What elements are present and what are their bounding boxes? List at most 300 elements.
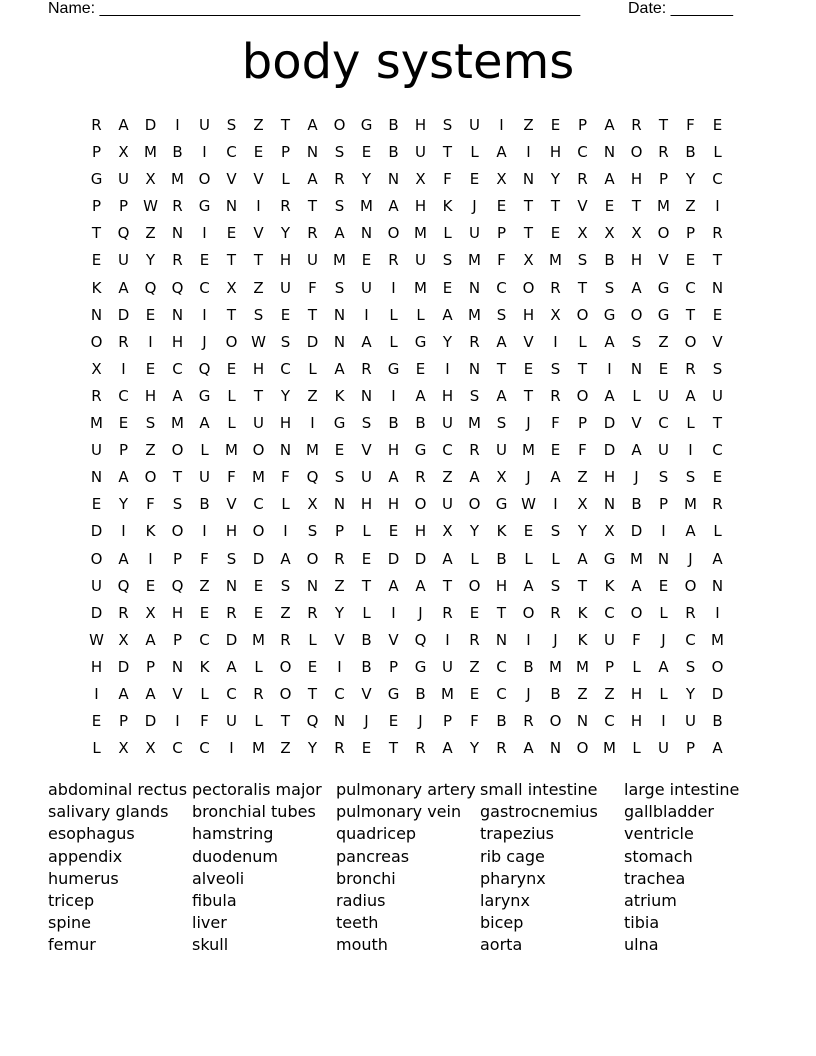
grid-letter: E: [712, 305, 723, 324]
grid-letter: M: [522, 441, 535, 460]
grid-letter: W: [251, 332, 266, 351]
grid-letter: F: [146, 495, 155, 514]
grid-letter: F: [686, 116, 695, 134]
grid-letter: H: [279, 414, 292, 433]
word-list-item: spine: [48, 913, 91, 933]
grid-letter: C: [496, 657, 507, 676]
page-title: body systems: [241, 34, 575, 90]
grid-letter: L: [659, 603, 668, 622]
grid-letter: V: [361, 441, 372, 460]
grid-letter: T: [712, 251, 723, 270]
word-list-item: abdominal rectus: [48, 780, 188, 799]
grid-letter: A: [604, 332, 615, 351]
grid-letter: O: [657, 224, 670, 243]
grid-letter: M: [306, 441, 319, 460]
grid-letter: I: [202, 522, 207, 541]
grid-letter: I: [148, 332, 153, 351]
grid-letter: N: [468, 359, 481, 378]
grid-letter: A: [469, 468, 480, 487]
grid-letter: T: [496, 603, 507, 622]
grid-letter: Z: [145, 441, 156, 460]
grid-letter: E: [415, 359, 426, 378]
grid-letter: G: [414, 441, 427, 460]
grid-letter: M: [90, 414, 103, 433]
grid-letter: K: [604, 576, 615, 595]
grid-letter: J: [364, 712, 369, 731]
grid-letter: E: [253, 603, 264, 622]
grid-letter: U: [361, 278, 372, 297]
grid-letter: E: [712, 116, 723, 134]
grid-letter: L: [551, 549, 560, 568]
word-list-item: skull: [192, 935, 229, 955]
grid-letter: Y: [280, 386, 291, 405]
grid-letter: I: [175, 116, 180, 134]
grid-letter: S: [226, 116, 237, 134]
grid-letter: U: [361, 468, 372, 487]
grid-letter: E: [226, 224, 237, 243]
word-list-item: femur: [48, 935, 96, 955]
grid-letter: P: [172, 549, 183, 568]
word-list-item: hamstring: [192, 824, 274, 844]
grid-letter: U: [118, 251, 129, 270]
grid-letter: Y: [442, 332, 453, 351]
grid-letter: E: [334, 441, 345, 460]
grid-letter: J: [526, 684, 531, 703]
grid-letter: X: [604, 224, 615, 243]
grid-letter: T: [388, 739, 399, 758]
grid-letter: O: [144, 468, 157, 487]
grid-letter: R: [91, 386, 102, 405]
grid-letter: R: [712, 224, 723, 243]
grid-letter: F: [497, 251, 506, 270]
grid-letter: M: [468, 305, 481, 324]
grid-letter: E: [361, 251, 372, 270]
grid-letter: I: [202, 224, 207, 243]
grid-letter: V: [658, 251, 669, 270]
grid-letter: Z: [199, 576, 210, 595]
grid-letter: M: [630, 549, 643, 568]
grid-letter: U: [118, 170, 129, 189]
grid-letter: G: [198, 386, 211, 405]
grid-letter: O: [333, 116, 346, 134]
word-list-item: salivary glands: [48, 802, 169, 822]
grid-letter: S: [685, 657, 696, 676]
grid-letter: Y: [334, 603, 345, 622]
grid-letter: I: [526, 143, 531, 162]
grid-letter: Z: [685, 197, 696, 216]
grid-letter: M: [441, 684, 454, 703]
grid-letter: M: [711, 630, 724, 649]
grid-letter: T: [253, 251, 264, 270]
grid-letter: E: [550, 224, 561, 243]
word-list-item: trapezius: [480, 824, 554, 844]
grid-letter: I: [121, 522, 126, 541]
grid-letter: C: [334, 684, 345, 703]
grid-letter: N: [360, 386, 373, 405]
grid-letter: E: [91, 712, 102, 731]
word-list-item: ulna: [624, 935, 659, 955]
grid-letter: V: [226, 495, 237, 514]
grid-letter: A: [442, 739, 453, 758]
grid-letter: I: [283, 522, 288, 541]
grid-letter: B: [415, 414, 426, 433]
grid-letter: R: [334, 170, 345, 189]
grid-letter: O: [252, 522, 265, 541]
grid-letter: S: [334, 278, 345, 297]
grid-letter: Q: [171, 576, 184, 595]
grid-letter: C: [577, 143, 588, 162]
grid-letter: I: [688, 441, 693, 460]
grid-letter: L: [470, 549, 479, 568]
grid-letter: P: [658, 495, 669, 514]
grid-letter: J: [553, 630, 558, 649]
grid-letter: L: [632, 739, 641, 758]
grid-letter: S: [334, 143, 345, 162]
grid-letter: A: [172, 386, 183, 405]
grid-letter: S: [658, 468, 669, 487]
grid-letter: Y: [685, 170, 696, 189]
grid-letter: R: [280, 630, 291, 649]
grid-letter: E: [145, 576, 156, 595]
grid-letter: U: [199, 116, 210, 134]
grid-letter: C: [172, 359, 183, 378]
grid-letter: U: [415, 251, 426, 270]
grid-letter: F: [632, 630, 641, 649]
grid-letter: N: [360, 224, 373, 243]
grid-letter: S: [361, 414, 372, 433]
grid-letter: K: [145, 522, 156, 541]
grid-letter: V: [172, 684, 183, 703]
grid-letter: S: [172, 495, 183, 514]
grid-letter: P: [604, 657, 615, 676]
word-list-item: quadricep: [336, 824, 417, 844]
grid-letter: F: [200, 549, 209, 568]
grid-letter: E: [523, 359, 534, 378]
grid-letter: E: [604, 197, 615, 216]
grid-letter: T: [442, 576, 453, 595]
grid-letter: D: [117, 657, 130, 676]
grid-letter: I: [553, 332, 558, 351]
grid-letter: B: [361, 630, 372, 649]
grid-letter: L: [524, 549, 533, 568]
grid-letter: R: [91, 116, 102, 134]
grid-letter: X: [442, 522, 453, 541]
grid-letter: H: [144, 386, 157, 405]
grid-letter: M: [603, 739, 616, 758]
grid-letter: A: [604, 170, 615, 189]
grid-letter: L: [713, 143, 722, 162]
grid-letter: U: [226, 712, 237, 731]
grid-letter: B: [415, 684, 426, 703]
grid-letter: A: [388, 197, 399, 216]
grid-letter: D: [144, 116, 157, 134]
grid-letter: E: [388, 522, 399, 541]
grid-letter: Z: [442, 468, 453, 487]
grid-letter: V: [334, 630, 345, 649]
grid-letter: D: [603, 414, 616, 433]
grid-letter: E: [388, 712, 399, 731]
grid-letter: R: [361, 359, 372, 378]
grid-letter: T: [523, 386, 534, 405]
grid-letter: A: [604, 386, 615, 405]
word-list-item: rib cage: [480, 846, 545, 866]
grid-letter: R: [469, 441, 480, 460]
grid-letter: B: [199, 495, 210, 514]
grid-letter: L: [389, 332, 398, 351]
grid-letter: A: [118, 549, 129, 568]
grid-letter: C: [712, 441, 723, 460]
grid-letter: N: [306, 576, 319, 595]
grid-letter: F: [551, 414, 560, 433]
grid-letter: O: [630, 305, 643, 324]
word-list-item: teeth: [336, 913, 379, 933]
grid-letter: B: [550, 684, 561, 703]
word-list-item: aorta: [480, 935, 523, 955]
grid-letter: G: [90, 170, 103, 189]
grid-letter: G: [414, 657, 427, 676]
grid-letter: H: [495, 576, 508, 595]
grid-letter: G: [603, 305, 616, 324]
grid-letter: U: [469, 224, 480, 243]
grid-letter: R: [172, 197, 183, 216]
grid-letter: G: [657, 278, 670, 297]
grid-letter: U: [469, 116, 480, 134]
grid-letter: P: [388, 657, 399, 676]
grid-letter: N: [603, 495, 616, 514]
grid-letter: B: [388, 116, 399, 134]
grid-letter: E: [361, 739, 372, 758]
grid-letter: M: [549, 657, 562, 676]
grid-letter: H: [630, 684, 643, 703]
word-list-item: mouth: [336, 935, 388, 955]
grid-letter: H: [630, 251, 643, 270]
grid-letter: T: [307, 305, 318, 324]
grid-letter: M: [144, 143, 157, 162]
grid-letter: M: [549, 251, 562, 270]
grid-letter: C: [226, 684, 237, 703]
grid-letter: U: [91, 576, 102, 595]
grid-letter: T: [226, 305, 237, 324]
grid-letter: A: [496, 143, 507, 162]
word-list-item: pancreas: [336, 846, 410, 866]
grid-letter: Z: [469, 657, 480, 676]
grid-letter: F: [227, 468, 236, 487]
grid-letter: E: [253, 143, 264, 162]
grid-letter: N: [333, 332, 346, 351]
grid-letter: L: [92, 739, 101, 758]
grid-letter: R: [388, 251, 399, 270]
grid-letter: P: [145, 657, 156, 676]
grid-letter: B: [631, 495, 642, 514]
grid-letter: M: [468, 251, 481, 270]
grid-letter: G: [657, 305, 670, 324]
grid-letter: U: [604, 630, 615, 649]
grid-letter: A: [631, 278, 642, 297]
grid-letter: I: [715, 603, 720, 622]
grid-letter: T: [307, 684, 318, 703]
grid-letter: D: [387, 549, 400, 568]
grid-letter: F: [308, 278, 317, 297]
grid-letter: R: [118, 332, 129, 351]
grid-letter: N: [549, 739, 562, 758]
grid-letter: S: [631, 332, 642, 351]
grid-letter: A: [550, 468, 561, 487]
grid-letter: N: [468, 278, 481, 297]
grid-letter: A: [118, 278, 129, 297]
word-list-item: alveoli: [192, 868, 245, 888]
grid-letter: H: [630, 712, 643, 731]
grid-letter: V: [226, 170, 237, 189]
grid-letter: G: [360, 116, 373, 134]
grid-letter: P: [442, 712, 453, 731]
grid-letter: M: [252, 630, 265, 649]
grid-letter: S: [442, 251, 453, 270]
grid-letter: M: [414, 278, 427, 297]
grid-letter: W: [143, 197, 158, 216]
grid-letter: X: [577, 224, 588, 243]
grid-letter: L: [578, 332, 587, 351]
grid-letter: Q: [306, 468, 319, 487]
grid-letter: L: [632, 386, 641, 405]
grid-letter: G: [603, 549, 616, 568]
grid-letter: O: [90, 549, 103, 568]
grid-letter: O: [684, 332, 697, 351]
grid-letter: M: [171, 170, 184, 189]
grid-letter: L: [227, 386, 236, 405]
grid-letter: I: [121, 359, 126, 378]
grid-letter: U: [253, 414, 264, 433]
grid-letter: R: [496, 739, 507, 758]
grid-letter: C: [199, 630, 210, 649]
grid-letter: T: [172, 468, 183, 487]
grid-letter: L: [686, 414, 695, 433]
grid-letter: F: [470, 712, 479, 731]
grid-letter: V: [577, 197, 588, 216]
grid-letter: H: [225, 522, 238, 541]
header: [48, 0, 748, 20]
grid-letter: V: [712, 332, 723, 351]
grid-letter: I: [391, 603, 396, 622]
grid-letter: B: [496, 549, 507, 568]
grid-letter: A: [685, 522, 696, 541]
grid-letter: P: [118, 441, 129, 460]
grid-letter: N: [306, 143, 319, 162]
grid-letter: K: [496, 522, 507, 541]
grid-letter: T: [712, 414, 723, 433]
grid-letter: M: [657, 197, 670, 216]
grid-letter: H: [279, 251, 292, 270]
grid-letter: U: [496, 441, 507, 460]
grid-letter: I: [148, 549, 153, 568]
word-list-item: atrium: [624, 890, 677, 910]
grid-letter: F: [443, 170, 452, 189]
grid-letter: D: [603, 441, 616, 460]
grid-letter: G: [387, 359, 400, 378]
grid-letter: Y: [145, 251, 156, 270]
grid-letter: N: [603, 143, 616, 162]
grid-letter: A: [280, 549, 291, 568]
grid-letter: K: [334, 386, 345, 405]
grid-letter: O: [468, 495, 481, 514]
grid-letter: J: [472, 197, 477, 216]
grid-letter: N: [171, 224, 184, 243]
grid-letter: I: [553, 495, 558, 514]
grid-letter: E: [550, 116, 561, 134]
grid-letter: N: [711, 278, 724, 297]
grid-letter: U: [307, 251, 318, 270]
grid-letter: O: [711, 657, 724, 676]
grid-letter: H: [414, 197, 427, 216]
grid-letter: U: [658, 386, 669, 405]
grid-letter: E: [118, 414, 129, 433]
grid-letter: O: [549, 712, 562, 731]
grid-letter: E: [253, 576, 264, 595]
grid-letter: J: [661, 630, 666, 649]
grid-letter: X: [118, 630, 129, 649]
grid-letter: I: [364, 305, 369, 324]
grid-letter: E: [199, 251, 210, 270]
grid-letter: E: [91, 251, 102, 270]
word-list-item: duodenum: [192, 846, 278, 866]
grid-letter: Q: [171, 278, 184, 297]
grid-letter: X: [118, 143, 129, 162]
grid-letter: T: [226, 251, 237, 270]
grid-letter: R: [469, 332, 480, 351]
grid-letter: E: [307, 657, 318, 676]
grid-letter: L: [416, 305, 425, 324]
grid-letter: I: [229, 739, 234, 758]
grid-letter: U: [415, 143, 426, 162]
grid-letter: A: [496, 386, 507, 405]
grid-letter: C: [604, 712, 615, 731]
word-list-item: pectoralis major: [192, 780, 322, 799]
grid-letter: R: [577, 170, 588, 189]
grid-letter: G: [333, 414, 346, 433]
grid-letter: M: [252, 739, 265, 758]
grid-letter: I: [94, 684, 99, 703]
grid-letter: Z: [145, 224, 156, 243]
grid-letter: A: [361, 332, 372, 351]
grid-letter: L: [362, 603, 371, 622]
grid-letter: W: [89, 630, 104, 649]
grid-letter: C: [712, 170, 723, 189]
grid-letter: R: [334, 739, 345, 758]
grid-letter: K: [442, 197, 453, 216]
grid-letter: I: [391, 278, 396, 297]
grid-letter: S: [442, 116, 453, 134]
grid-letter: D: [225, 630, 238, 649]
grid-letter: R: [415, 468, 426, 487]
grid-letter: H: [387, 495, 400, 514]
grid-letter: D: [144, 712, 157, 731]
grid-letter: O: [630, 603, 643, 622]
grid-letter: S: [253, 305, 264, 324]
grid-letter: T: [550, 197, 561, 216]
grid-letter: M: [468, 414, 481, 433]
grid-letter: A: [658, 657, 669, 676]
grid-letter: L: [254, 712, 263, 731]
grid-letter: T: [523, 224, 534, 243]
grid-letter: X: [604, 522, 615, 541]
grid-letter: M: [576, 657, 589, 676]
grid-letter: H: [90, 657, 103, 676]
grid-letter: U: [685, 712, 696, 731]
grid-letter: H: [414, 522, 427, 541]
grid-letter: E: [361, 143, 372, 162]
grid-letter: H: [387, 441, 400, 460]
grid-letter: E: [712, 468, 723, 487]
grid-letter: B: [361, 657, 372, 676]
